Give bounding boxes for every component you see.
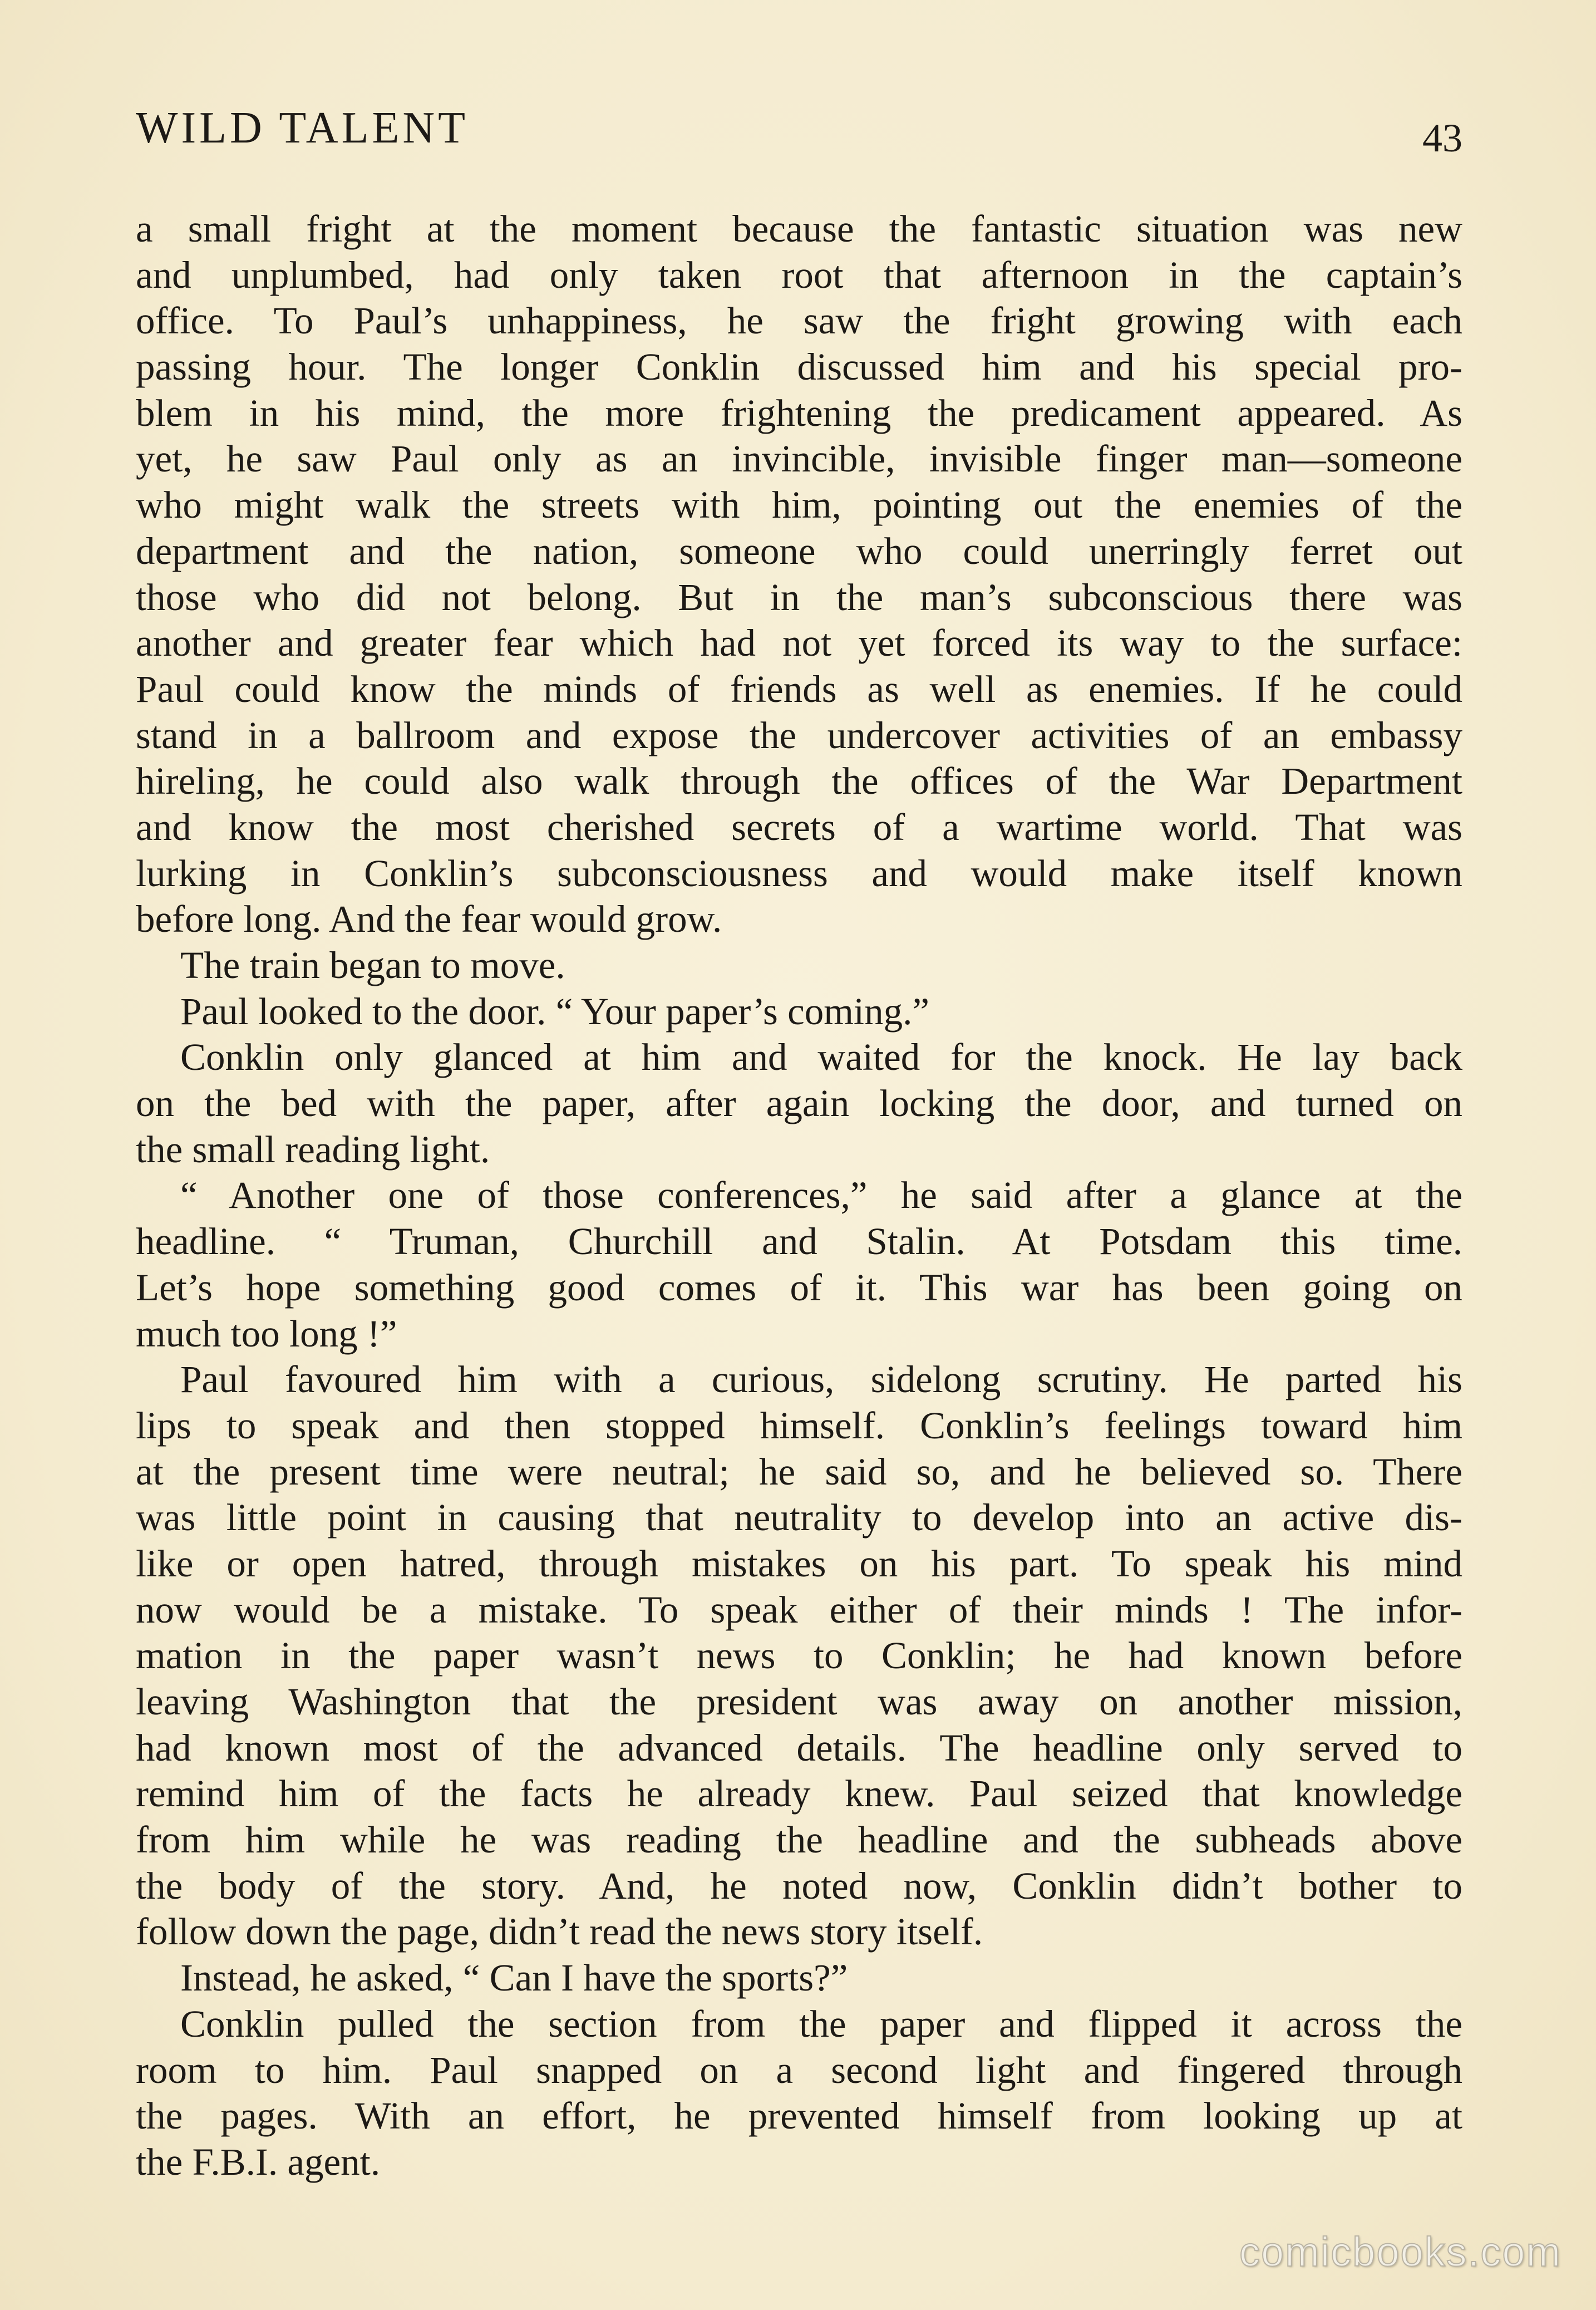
text-line: yet, he saw Paul only as an invincible, invisible finger man—someone (136, 438, 1462, 480)
text-line: remind him of the facts he already knew. Paul seized that knowledge (136, 1772, 1462, 1815)
text-line: lurking in Conklin’s subconsciousness and would make itself known (136, 852, 1462, 894)
text-line: now would be a mistake. To speak either of their minds ! The infor- (136, 1588, 1462, 1631)
text-line: before long. And the fear would grow. (136, 898, 722, 941)
text-line: Paul could know the minds of friends as well as enemies. If he could (136, 667, 1462, 710)
text-line: those who did not belong. But in the man’s subconscious there was (136, 576, 1462, 618)
text-line: another and greater fear which had not yet forced its way to the surface: (136, 622, 1462, 665)
text-line: room to him. Paul snapped on a second light and fingered through (136, 2048, 1462, 2091)
body-text (136, 206, 1462, 2185)
text-line: Instead, he asked, “ Can I have the sports?” (180, 1957, 848, 1999)
text-line: office. To Paul’s unhappiness, he saw the fright growing with each (136, 299, 1462, 342)
text-line: the F.B.I. agent. (136, 2140, 381, 2183)
text-line: Paul looked to the door. “ Your paper’s coming.” (180, 990, 929, 1033)
text-line: blem in his mind, the more frightening the predicament appeared. As (136, 391, 1462, 434)
text-line: headline. “ Truman, Churchill and Stalin. At Potsdam this time. (136, 1220, 1462, 1263)
text-line: Paul favoured him with a curious, sidelong scrutiny. He parted his (180, 1358, 1462, 1401)
text-line: department and the nation, someone who could unerringly ferret out (136, 529, 1462, 572)
text-line: passing hour. The longer Conklin discussed him and his special pro- (136, 346, 1462, 389)
text-line: Let’s hope something good comes of it. This war has been going on (136, 1266, 1462, 1309)
text-line: from him while he was reading the headline and the subheads above (136, 1818, 1462, 1861)
text-line: lips to speak and then stopped himself. Conklin’s feelings toward him (136, 1404, 1462, 1447)
text-line: on the bed with the paper, after again locking the door, and turned on (136, 1082, 1462, 1125)
running-title: WILD TALENT (136, 104, 469, 153)
text-line: mation in the paper wasn’t news to Conklin; he had known before (136, 1634, 1462, 1677)
text-line: stand in a ballroom and expose the undercover activities of an embassy (136, 714, 1462, 756)
text-line: much too long !” (136, 1312, 397, 1355)
text-line: had known most of the advanced details. The headline only served to (136, 1726, 1462, 1769)
text-line: follow down the page, didn’t read the news story itself. (136, 1910, 983, 1953)
page-number: 43 (1422, 116, 1462, 160)
text-line: the body of the story. And, he noted now, Conklin didn’t bother to (136, 1864, 1462, 1907)
text-line: The train began to move. (180, 944, 565, 986)
site-watermark: comicbooks.com (1239, 2229, 1561, 2275)
text-line: the small reading light. (136, 1128, 490, 1171)
text-line: leaving Washington that the president was away on another mission, (136, 1680, 1462, 1723)
text-line: the pages. With an effort, he prevented himself from looking up at (136, 2095, 1462, 2137)
text-line: like or open hatred, through mistakes on his part. To speak his mind (136, 1542, 1462, 1585)
text-line: “ Another one of those conferences,” he said after a glance at the (180, 1174, 1462, 1217)
text-line: Conklin only glanced at him and waited for the knock. He lay back (180, 1036, 1462, 1079)
text-line: who might walk the streets with him, pointing out the enemies of the (136, 484, 1462, 527)
text-line: hireling, he could also walk through the offices of the War Department (136, 760, 1462, 803)
text-line: Conklin pulled the section from the paper and flipped it across the (180, 2002, 1462, 2045)
text-line: and know the most cherished secrets of a wartime world. That was (136, 805, 1462, 848)
text-line: was little point in causing that neutrality to develop into an active dis- (136, 1496, 1462, 1539)
text-line: and unplumbed, had only taken root that afternoon in the captain’s (136, 253, 1462, 296)
text-line: a small fright at the moment because the fantastic situation was new (136, 208, 1462, 250)
text-line: at the present time were neutral; he said so, and he believed so. There (136, 1450, 1462, 1493)
